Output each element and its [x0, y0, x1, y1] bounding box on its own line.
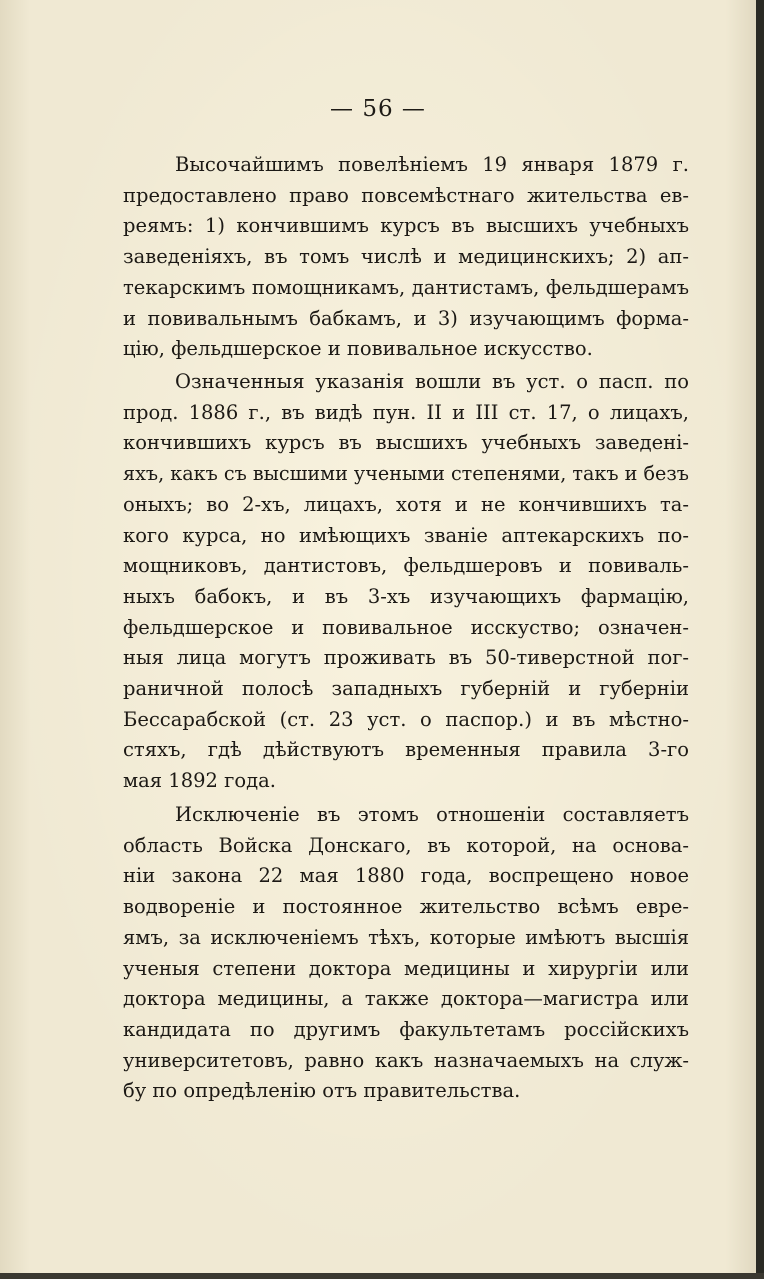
page-edge-shadow [756, 0, 764, 1279]
text-line: кончившихъ курсъ въ высшихъ учебныхъ заведені- [123, 431, 689, 455]
text-line: текарскимъ помощникамъ, дантистамъ, фельдшерамъ [123, 275, 689, 299]
page-bottom-shadow [0, 1273, 764, 1279]
text-line: ученыя степени доктора медицины и хирургіи или [123, 956, 689, 980]
paragraph-2 [123, 367, 689, 797]
text-line: яхъ, какъ съ высшими учеными степенями, такъ и безъ [123, 462, 689, 486]
text-line: Высочайшимъ повелѣніемъ 19 января 1879 г. [175, 153, 689, 176]
text-line: Бессарабской (ст. 23 уст. о паспор.) и въ мѣстно- [123, 707, 689, 731]
paragraph-1 [123, 150, 689, 365]
text-line: бу по опредѣленію отъ правительства. [123, 1079, 521, 1103]
text-line: мая 1892 года. [123, 769, 276, 793]
page-number: — 56 — [330, 96, 426, 122]
text-line: реямъ: 1) кончившимъ курсъ въ высшихъ учебныхъ [123, 214, 689, 238]
text-line: оныхъ; во 2-хъ, лицахъ, хотя и не кончившихъ та- [123, 492, 689, 516]
text-line: университетовъ, равно какъ назначаемыхъ на служ- [123, 1048, 689, 1072]
text-line: стяхъ, гдѣ дѣйствуютъ временныя правила 3-го [123, 738, 689, 762]
text-line: Исключеніе въ этомъ отношеніи составляетъ [175, 803, 689, 826]
text-line: ніи закона 22 мая 1880 года, воспрещено новое [123, 864, 689, 888]
text-line: кандидата по другимъ факультетамъ россійскихъ [123, 1017, 689, 1041]
text-line: раничной полосѣ западныхъ губерній и губерніи [123, 677, 689, 701]
text-line: ныя лица могутъ проживать въ 50-тиверстной пог- [123, 646, 689, 670]
text-line: цію, фельдшерское и повивальное искусство. [123, 337, 593, 361]
text-line: мощниковъ, дантистовъ, фельдшеровъ и повиваль- [123, 554, 689, 578]
text-line: предоставлено право повсемѣстнаго жительства ев- [123, 183, 689, 207]
text-line: фельдшерское и повивальное исскуство; означен- [123, 615, 689, 639]
text-line: кого курса, но имѣющихъ званіе аптекарскихъ по- [123, 523, 689, 547]
text-line: и повивальнымъ бабкамъ, и 3) изучающимъ форма- [123, 306, 689, 330]
text-line: область Войска Донскаго, въ которой, на основа- [123, 833, 689, 857]
text-line: ныхъ бабокъ, и въ 3-хъ изучающихъ фармацію, [123, 584, 689, 608]
paragraph-3 [123, 800, 689, 1107]
text-line: заведеніяхъ, въ томъ числѣ и медицинскихъ; 2) ап- [123, 245, 689, 269]
text-line: Означенныя указанія вошли въ уст. о пасп. по [175, 370, 689, 393]
text-line: доктора медицины, а также доктора—магистра или [123, 987, 689, 1011]
text-line: водвореніе и постоянное жительство всѣмъ евре- [123, 895, 689, 919]
text-line: прод. 1886 г., въ видѣ пун. II и III ст. 17, о лицахъ, [123, 400, 689, 424]
text-line: ямъ, за исключеніемъ тѣхъ, которые имѣютъ высшія [123, 925, 689, 949]
